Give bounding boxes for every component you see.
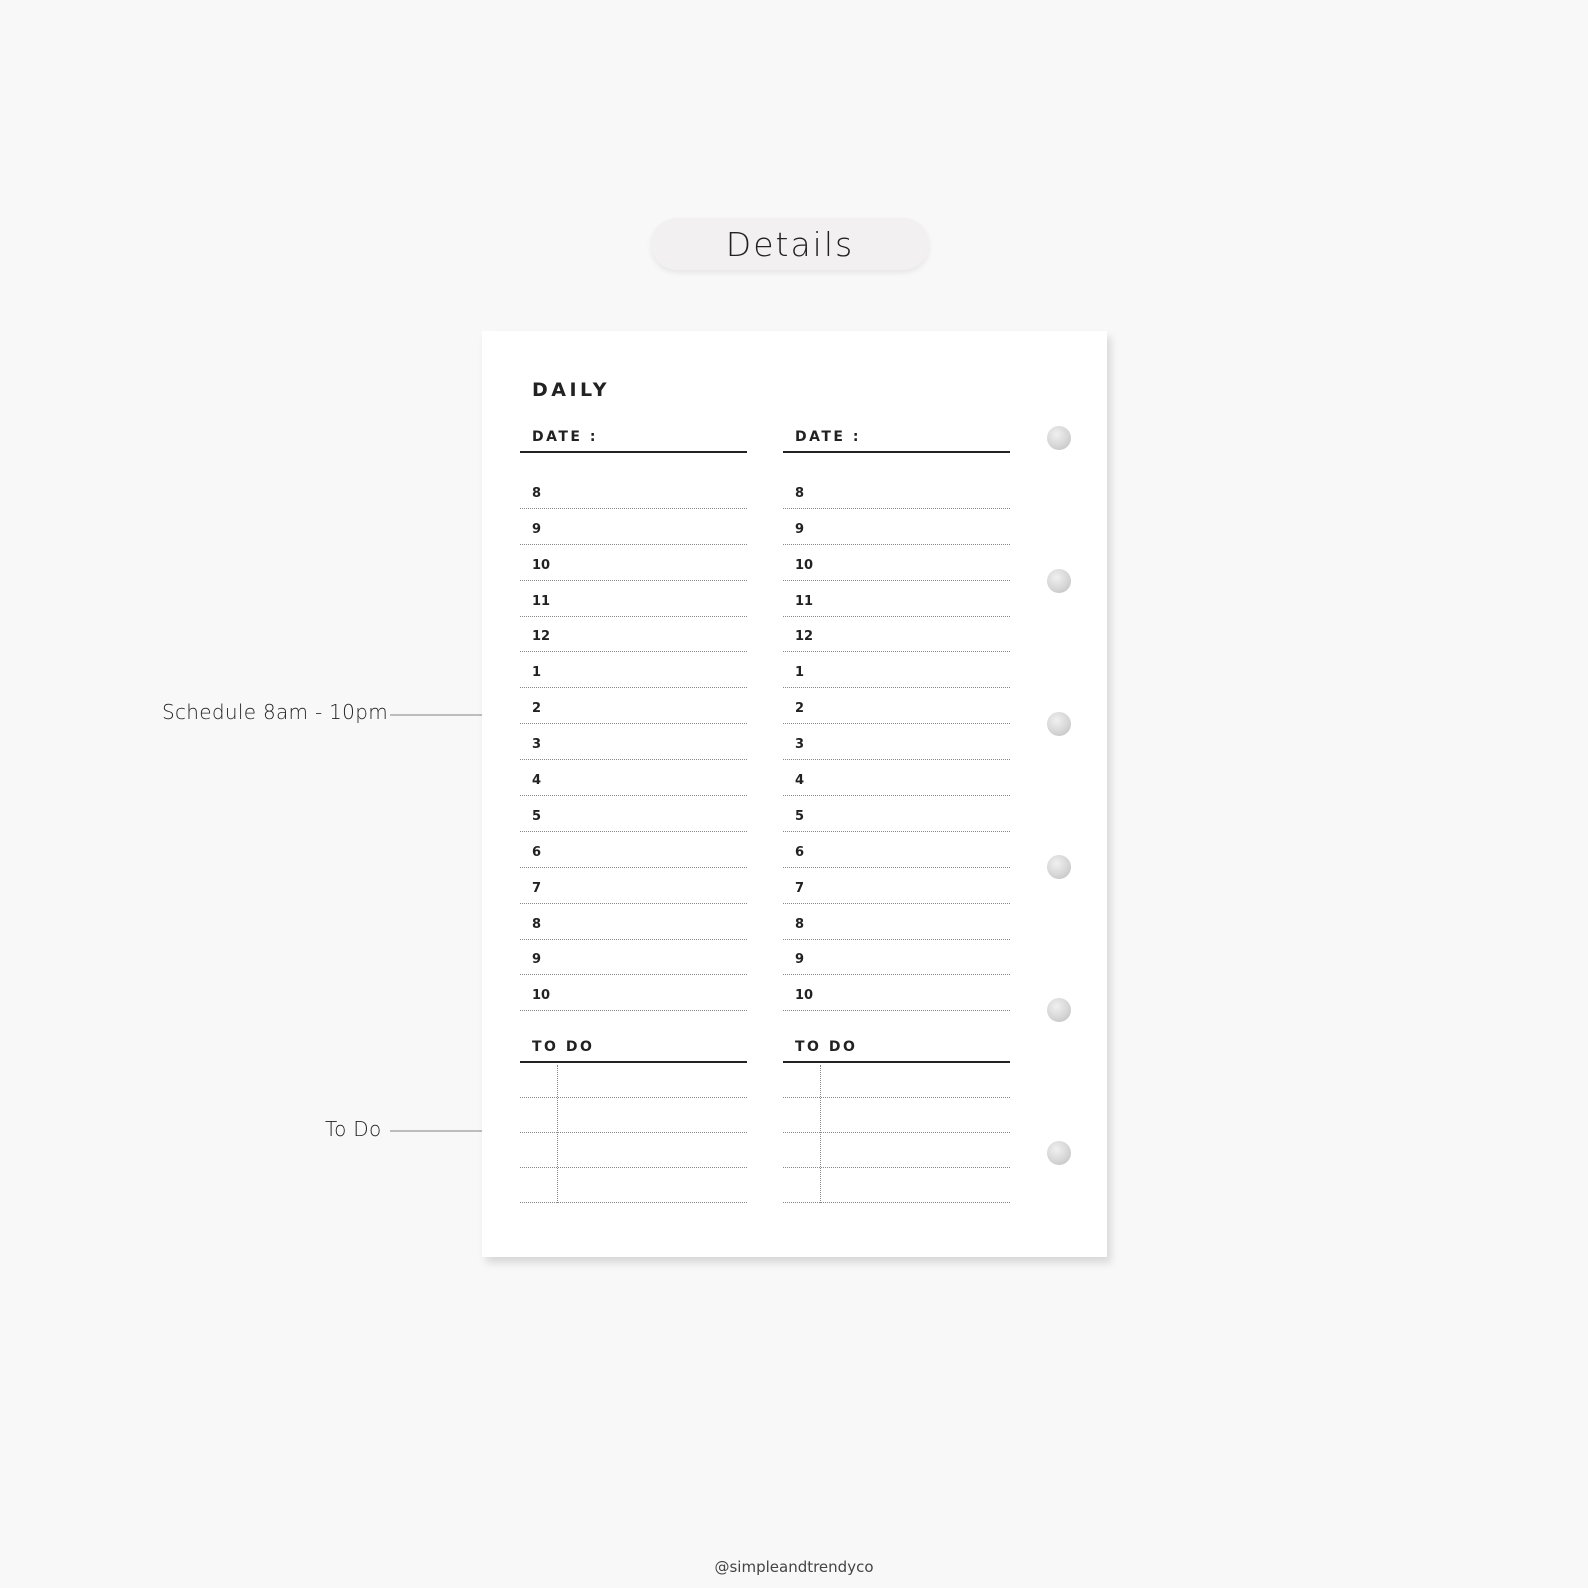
hour-row[interactable] xyxy=(783,940,1010,976)
daily-planner-sheet xyxy=(482,331,1107,1257)
binder-hole xyxy=(1047,855,1071,879)
hour-label: 1 xyxy=(795,665,805,681)
hour-row[interactable] xyxy=(520,724,747,760)
todo-row[interactable] xyxy=(783,1098,1010,1133)
hour-label: 8 xyxy=(532,916,542,932)
hour-row[interactable] xyxy=(783,473,1010,509)
binder-hole xyxy=(1047,712,1071,736)
hour-row[interactable] xyxy=(520,796,747,832)
todo-row[interactable] xyxy=(783,1063,1010,1098)
binder-hole xyxy=(1047,569,1071,593)
todo-lines xyxy=(783,1063,1010,1203)
hour-row[interactable] xyxy=(520,975,747,1011)
hour-row[interactable] xyxy=(783,688,1010,724)
binder-hole xyxy=(1047,426,1071,450)
hour-label: 8 xyxy=(532,485,542,501)
hour-row[interactable] xyxy=(520,617,747,653)
hour-label: 11 xyxy=(532,593,551,609)
hour-label: 1 xyxy=(532,665,542,681)
todo-checkbox-divider xyxy=(820,1065,821,1203)
hour-label: 5 xyxy=(795,808,805,824)
hour-row[interactable] xyxy=(520,760,747,796)
hour-row[interactable] xyxy=(520,473,747,509)
hour-label: 12 xyxy=(532,629,551,645)
hour-schedule xyxy=(520,473,747,1011)
todo-section xyxy=(783,1031,1010,1203)
hour-row[interactable] xyxy=(520,545,747,581)
todo-row[interactable] xyxy=(520,1133,747,1168)
todo-row[interactable] xyxy=(783,1168,1010,1203)
hour-label: 9 xyxy=(532,521,542,537)
details-title-pill xyxy=(651,218,929,270)
hour-label: 4 xyxy=(532,773,542,789)
hour-row[interactable] xyxy=(520,940,747,976)
binder-hole xyxy=(1047,1141,1071,1165)
hour-row[interactable] xyxy=(783,796,1010,832)
todo-checkbox-divider xyxy=(557,1065,558,1203)
todo-row[interactable] xyxy=(520,1168,747,1203)
hour-label: 2 xyxy=(532,701,542,717)
hour-label: 7 xyxy=(532,880,542,896)
todo-lines xyxy=(520,1063,747,1203)
planner-title: DAILY xyxy=(532,379,610,401)
hour-label: 7 xyxy=(795,880,805,896)
day-column-right xyxy=(783,421,1010,1055)
date-label: DATE : xyxy=(795,429,861,445)
hour-schedule xyxy=(783,473,1010,1011)
hour-label: 3 xyxy=(532,737,542,753)
binder-hole xyxy=(1047,998,1071,1022)
hour-row[interactable] xyxy=(783,617,1010,653)
hour-label: 8 xyxy=(795,485,805,501)
hour-label: 5 xyxy=(532,808,542,824)
hour-row[interactable] xyxy=(783,868,1010,904)
date-field xyxy=(783,421,1010,453)
hour-label: 10 xyxy=(795,557,814,573)
todo-row[interactable] xyxy=(783,1133,1010,1168)
hour-label: 10 xyxy=(532,557,551,573)
todo-section xyxy=(520,1031,747,1203)
todo-header xyxy=(783,1031,1010,1063)
hour-row[interactable] xyxy=(520,509,747,545)
date-label: DATE : xyxy=(532,429,598,445)
hour-label: 2 xyxy=(795,701,805,717)
hour-row[interactable] xyxy=(783,724,1010,760)
date-field xyxy=(520,421,747,453)
hour-row[interactable] xyxy=(783,509,1010,545)
footer-credit: @simpleandtrendyco xyxy=(714,1558,874,1576)
hour-row[interactable] xyxy=(783,904,1010,940)
hour-row[interactable] xyxy=(783,975,1010,1011)
hour-row[interactable] xyxy=(520,832,747,868)
hour-label: 9 xyxy=(795,952,805,968)
hour-label: 9 xyxy=(532,952,542,968)
hour-row[interactable] xyxy=(520,868,747,904)
hour-row[interactable] xyxy=(520,581,747,617)
hour-row[interactable] xyxy=(783,581,1010,617)
hour-row[interactable] xyxy=(783,652,1010,688)
hour-label: 4 xyxy=(795,773,805,789)
hour-label: 10 xyxy=(795,988,814,1004)
hour-row[interactable] xyxy=(783,760,1010,796)
hour-row[interactable] xyxy=(520,688,747,724)
details-title: Details xyxy=(725,224,855,264)
hour-label: 12 xyxy=(795,629,814,645)
hour-label: 8 xyxy=(795,916,805,932)
todo-header xyxy=(520,1031,747,1063)
hour-row[interactable] xyxy=(783,832,1010,868)
todo-label: TO DO xyxy=(532,1039,595,1055)
todo-row[interactable] xyxy=(520,1098,747,1133)
schedule-callout-label: Schedule 8am - 10pm xyxy=(162,700,388,724)
hour-row[interactable] xyxy=(783,545,1010,581)
todo-row[interactable] xyxy=(520,1063,747,1098)
hour-label: 3 xyxy=(795,737,805,753)
hour-label: 11 xyxy=(795,593,814,609)
hour-row[interactable] xyxy=(520,652,747,688)
todo-label: TO DO xyxy=(795,1039,858,1055)
todo-callout-label: To Do xyxy=(325,1117,382,1141)
day-column-left xyxy=(520,421,747,1055)
hour-label: 6 xyxy=(795,844,805,860)
hour-label: 9 xyxy=(795,521,805,537)
hour-row[interactable] xyxy=(520,904,747,940)
hour-label: 10 xyxy=(532,988,551,1004)
hour-label: 6 xyxy=(532,844,542,860)
